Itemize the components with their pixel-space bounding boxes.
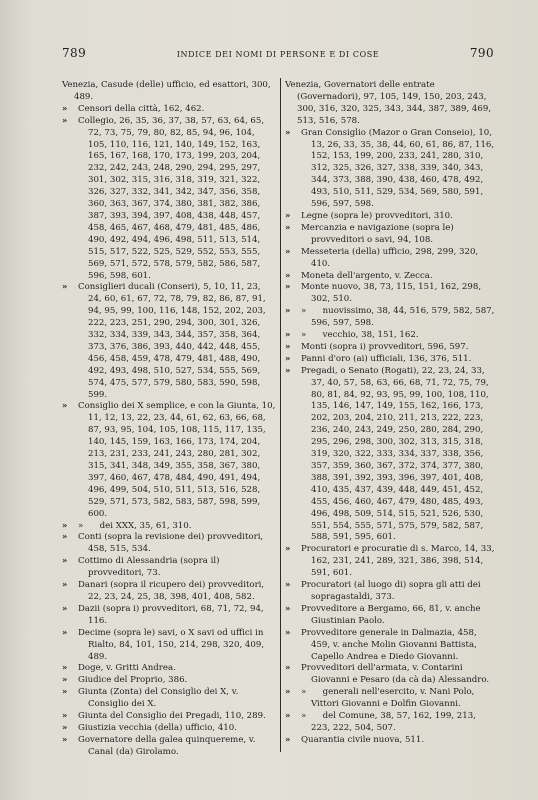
ditto-mark: »: [285, 282, 291, 293]
index-entry: [285, 604, 497, 628]
index-entry-text: » generali nell'esercito, v. Nani Polo, Vittori Giovanni e Dolfin Giovanni.: [301, 687, 478, 710]
index-entry-text: Provveditori dell'armata, v. Contarini Giovanni e Pesaro (da cà da) Alessandro.: [301, 663, 490, 686]
ditto-mark: »: [62, 520, 68, 531]
index-entry: [285, 247, 497, 271]
index-entry: [285, 271, 497, 283]
index-entry-text: Monti (sopra i) provveditori, 596, 597.: [301, 341, 469, 352]
ditto-mark: »: [62, 532, 68, 543]
index-entry-text: » vecchio, 38, 151, 162.: [301, 330, 419, 341]
ditto-mark: »: [62, 401, 68, 412]
ditto-mark: »: [285, 544, 291, 555]
index-entry-text: Provveditore generale in Dalmazia, 458, 459, v. anche Molin Giovanni Battista, Capello Andrea e Diedo Giovanni.: [301, 627, 480, 662]
index-entry-text: Collegio, 26, 35, 36, 37, 38, 57, 63, 64, 65, 72, 73, 75, 79, 80, 82, 85, 94, 96, 104, 105, 110, 116, 121, 140, 149, 152, 163, 165, 167, 168, 170, 173, 199, 203, 204, 232, 242, 243, 248, 290, 294, 295, 297, 301, 302, 315, 316, 318, 319, 321, 322, 326, 327, 332, 341, 342, 347, 356, 358, 360, 363, 367, 374, 380, 381, 382, 386, 387, 393, 394, 397, 408, 438, 448, 457, 458, 465, 467, 468, 479, 481, 485, 486, 490, 492, 494, 496, 498, 511, 513, 514, 515, 517, 522, 525, 529, 552, 553, 555, 569, 571, 572, 578, 579, 582, 586, 587, 596, 598, 601.: [78, 115, 267, 281]
ditto-mark: »: [285, 353, 291, 364]
index-entry-text: Venezia, Governatori delle entrate (Governadori), 97, 105, 149, 150, 203, 243, 300, 316, 320, 325, 343, 344, 387, 389, 469, 513, 516, 578.: [285, 80, 494, 126]
index-entry: [285, 544, 497, 580]
index-entry-text: Procuratori e procuratie di s. Marco, 14, 33, 162, 231, 241, 289, 321, 386, 398, 514, 591, 601.: [301, 544, 498, 579]
index-entry: [62, 521, 276, 533]
ditto-mark: »: [285, 734, 291, 745]
left-page-number: 789: [62, 46, 87, 60]
ditto-mark: »: [62, 282, 68, 293]
left-index-column: [62, 80, 279, 759]
index-entry-text: Decime (sopra le) savi, o X savi od uffici in Rialto, 84, 101, 150, 214, 298, 320, 409, 489.: [78, 627, 267, 662]
index-entry: [62, 80, 276, 104]
index-entry: [285, 342, 497, 354]
right-index-column: [285, 80, 497, 747]
ditto-mark: »: [285, 127, 291, 138]
ditto-mark: »: [62, 103, 68, 114]
index-entry: [62, 628, 276, 664]
ditto-mark: »: [62, 663, 68, 674]
index-entry-text: Governatore della galea quinquereme, v. Canal (da) Girolamo.: [78, 734, 259, 757]
index-entry: [285, 628, 497, 664]
index-entry: [62, 604, 276, 628]
ditto-mark: »: [285, 270, 291, 281]
index-entry-text: Legne (sopra le) provveditori, 310.: [301, 210, 453, 221]
index-entry-text: Mercanzia e navigazione (sopra le) provveditori o savi, 94, 108.: [301, 222, 457, 245]
ditto-mark: »: [62, 734, 68, 745]
index-entry: [62, 675, 276, 687]
ditto-mark: »: [285, 603, 291, 614]
ditto-mark: »: [62, 687, 68, 698]
index-entry-text: Cottimo di Alessandria (sopra il) provveditori, 73.: [78, 556, 223, 579]
index-entry: [62, 116, 276, 283]
index-entry-text: Monte nuovo, 38, 73, 115, 151, 162, 298, 302, 510.: [301, 282, 484, 305]
index-entry: [285, 354, 497, 366]
index-entry: [62, 711, 276, 723]
index-entry-text: Dazii (sopra i) provveditori, 68, 71, 72, 94, 116.: [78, 603, 267, 626]
index-entry: [62, 532, 276, 556]
ditto-mark: »: [285, 222, 291, 233]
index-entry: [285, 580, 497, 604]
index-entry: [62, 723, 276, 735]
index-entry: [285, 282, 497, 306]
index-entry-text: Censori della città, 162, 462.: [78, 103, 205, 114]
index-entry: [62, 663, 276, 675]
index-entry: [62, 401, 279, 520]
ditto-mark: »: [62, 115, 68, 126]
running-title: INDICE DEI NOMI DI PERSONE E DI COSE: [176, 50, 380, 59]
index-entry-text: Provveditore a Bergamo, 66, 81, v. anche Giustinian Paolo.: [301, 603, 484, 626]
index-entry-text: Consiglio dei X semplice, e con la Giunta, 10, 11, 12, 13, 22, 23, 44, 61, 62, 63, 66, 68, 87, 93, 95, 104, 105, 108, 115, 117, 135, 140, 145, 159, 163, 166, 173, 174, 204, 213, 231, 233, 241, 243, 280, 281, 302, 315, 341, 348, 349, 355, 358, 367, 380, 397, 460, 467, 478, 484, 490, 491, 494, 496, 499, 504, 510, 511, 513, 516, 528, 529, 571, 573, 582, 583, 587, 598, 599, 600.: [78, 401, 279, 519]
index-entry: [62, 282, 276, 401]
index-entry-text: Giustizia vecchia (della) ufficio, 410.: [78, 722, 237, 733]
index-entry: [285, 306, 497, 330]
index-entry-text: Danari (sopra il ricupero dei) provveditori, 22, 23, 24, 25, 38, 398, 401, 408, 582.: [78, 580, 267, 602]
ditto-mark: »: [285, 580, 291, 591]
index-entry-text: Panni d'oro (ai) ufficiali, 136, 376, 511.: [301, 353, 472, 364]
index-entry: [285, 80, 497, 128]
ditto-mark: »: [285, 627, 291, 638]
index-entry: [62, 735, 276, 759]
index-entry: [62, 556, 276, 580]
index-entry-text: Venezia, Casude (delle) ufficio, ed esattori, 300, 489.: [62, 80, 274, 102]
index-entry-text: » dei XXX, 35, 61, 310.: [78, 520, 192, 531]
ditto-mark: »: [285, 306, 291, 317]
ditto-mark: »: [62, 580, 68, 591]
ditto-mark: »: [62, 603, 68, 614]
ditto-mark: »: [285, 330, 291, 341]
ditto-mark: »: [285, 687, 291, 698]
index-entry: [285, 735, 497, 747]
index-entry-text: Pregadi, o Senato (Rogati), 22, 23, 24, 33, 37, 40, 57, 58, 63, 66, 68, 71, 72, 75, 79, 80, 81, 84, 92, 93, 95, 99, 100, 108, 110, 135, 146, 147, 149, 155, 162, 166, 173, 202, 203, 204, 210, 211, 213, 222, 223, 236, 240, 243, 249, 250, 280, 284, 290, 295, 296, 298, 300, 302, 313, 315, 318, 319, 320, 322, 333, 334, 337, 338, 356, 357, 359, 360, 367, 372, 374, 377, 380, 388, 391, 392, 393, 396, 397, 401, 408, 410, 435, 437, 439, 448, 449, 451, 452, 455, 456, 460, 467, 479, 480, 485, 493, 496, 498, 509, 514, 515, 521, 526, 530, 551, 554, 555, 571, 575, 579, 582, 587, 588, 591, 595, 601.: [301, 365, 492, 543]
ditto-mark: »: [62, 711, 68, 722]
ditto-mark: »: [285, 246, 291, 257]
index-entry-text: Messeteria (della) ufficio, 298, 299, 320, 410.: [301, 246, 481, 269]
column-divider: [280, 78, 281, 752]
index-entry-text: Giudice del Proprio, 386.: [78, 675, 188, 686]
index-entry-text: Giunta del Consiglio dei Pregadi, 110, 289.: [78, 711, 266, 722]
index-entry: [285, 128, 497, 211]
index-entry: [285, 687, 497, 711]
index-entry-text: Consiglieri ducali (Conseri), 5, 10, 11, 23, 24, 60, 61, 67, 72, 78, 79, 82, 86, 87, 91, 94, 95, 99, 100, 116, 148, 152, 202, 203, 222, 223, 251, 290, 294, 300, 301, 326, 332, 334, 339, 343, 344, 357, 358, 364, 373, 376, 386, 393, 440, 442, 448, 455, 456, 458, 459, 478, 479, 481, 488, 490, 492, 493, 498, 510, 527, 534, 555, 569, 574, 475, 577, 579, 580, 583, 590, 598, 599.: [78, 282, 269, 400]
ditto-mark: »: [285, 365, 291, 376]
ditto-mark: »: [285, 210, 291, 221]
index-entry-text: Quarantia civile nuova, 511.: [301, 734, 425, 745]
index-entry: [285, 330, 497, 342]
ditto-mark: »: [62, 722, 68, 733]
index-entry: [285, 366, 497, 545]
index-entry: [62, 687, 276, 711]
index-entry-text: » nuovissimo, 38, 44, 516, 579, 582, 587, 596, 597, 598.: [301, 306, 498, 329]
index-entry-text: Procuratori (al luogo di) sopra gli atti dei sopragastaldi, 373.: [301, 580, 484, 602]
index-entry-text: Gran Consiglio (Mazor o Gran Conseio), 10, 13, 26, 33, 35, 38, 44, 60, 61, 86, 87, 116, 152, 153, 199, 200, 233, 241, 280, 310, 312, 325, 326, 327, 338, 339, 340, 343, 344, 373, 388, 390, 438, 460, 478, 492, 493, 510, 511, 529, 534, 569, 580, 591, 596, 597, 598.: [301, 127, 497, 210]
ditto-mark: »: [285, 663, 291, 674]
ditto-mark: »: [62, 556, 68, 567]
page-header: [62, 46, 494, 64]
index-entry: [62, 580, 276, 604]
index-entry-text: Giunta (Zonta) del Consiglio dei X, v. Consiglio dei X.: [78, 687, 242, 710]
index-entry: [285, 211, 497, 223]
index-entry: [62, 104, 276, 116]
ditto-mark: »: [285, 341, 291, 352]
index-entry: [285, 711, 497, 735]
right-page-number: 790: [469, 46, 494, 60]
index-entry-text: Moneta dell'argento, v. Zecca.: [301, 270, 433, 281]
index-entry: [285, 223, 497, 247]
index-entry-text: » del Comune, 38, 57, 162, 199, 213, 223, 222, 504, 507.: [301, 711, 479, 733]
ditto-mark: »: [62, 627, 68, 638]
index-entry-text: Doge, v. Gritti Andrea.: [78, 663, 176, 674]
index-entry-text: Conti (sopra la revisione dei) provveditori, 458, 515, 534.: [78, 532, 266, 555]
ditto-mark: »: [62, 675, 68, 686]
ditto-mark: »: [285, 711, 291, 722]
index-entry: [285, 663, 497, 687]
